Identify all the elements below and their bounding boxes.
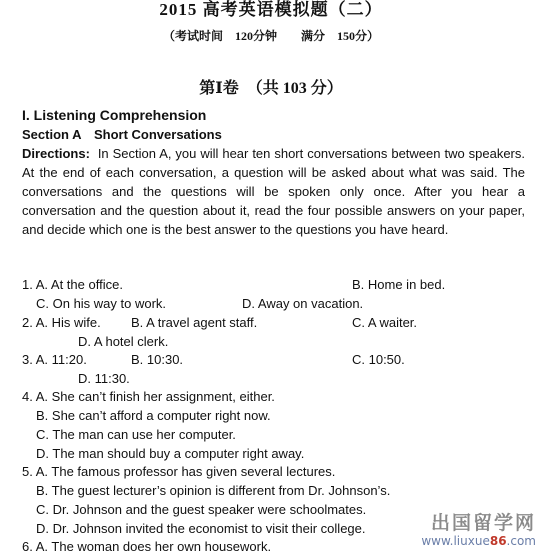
watermark-url-prefix: www.liuxue bbox=[421, 534, 490, 548]
directions-paragraph bbox=[22, 144, 525, 239]
q2-option-d: D. A hotel clerk. bbox=[78, 334, 169, 349]
q4-option-b: B. She can’t afford a computer right now. bbox=[36, 408, 271, 423]
q5-option-a: 5. A. The famous professor has given several lectures. bbox=[22, 464, 336, 479]
directions-label: Directions: bbox=[22, 146, 90, 161]
watermark-url-suffix: .com bbox=[506, 534, 536, 548]
q1-option-c: C. On his way to work. bbox=[36, 296, 167, 311]
watermark-url-number: 86 bbox=[489, 534, 507, 548]
q3-option-b: B. 10:30. bbox=[131, 352, 184, 367]
q3-option-c: C. 10:50. bbox=[352, 352, 405, 367]
q5-option-c: C. Dr. Johnson and the guest speaker were schoolmates. bbox=[36, 502, 367, 517]
exam-title: 2015 高考英语模拟题（二） bbox=[159, 0, 383, 19]
section-heading: I. Listening Comprehension bbox=[22, 107, 207, 123]
q6-option-a: 6. A. The woman does her own housework. bbox=[22, 539, 272, 554]
section-subheading: Section A Short Conversations bbox=[22, 127, 222, 142]
q1-option-d: D. Away on vacation. bbox=[242, 296, 364, 311]
q1-option-b: B. Home in bed. bbox=[352, 277, 446, 292]
q5-option-d: D. Dr. Johnson invited the economist to visit their college. bbox=[36, 521, 366, 536]
watermark-url bbox=[396, 534, 536, 548]
exam-subtitle: （考试时间 120分钟 满分 150分） bbox=[162, 29, 379, 43]
watermark-brand: 出国留学网 bbox=[430, 512, 536, 534]
q3-option-a: 3. A. 11:20. bbox=[22, 352, 87, 367]
site-watermark bbox=[396, 512, 536, 552]
q5-option-b: B. The guest lecturer’s opinion is different from Dr. Johnson’s. bbox=[36, 483, 391, 498]
q1-option-a: 1. A. At the office. bbox=[22, 277, 123, 292]
q4-option-c: C. The man can use her computer. bbox=[36, 427, 236, 442]
q4-option-d: D. The man should buy a computer right away. bbox=[36, 446, 305, 461]
volume-heading: 第Ⅰ卷 （共 103 分） bbox=[199, 80, 343, 97]
q3-option-d: D. 11:30. bbox=[78, 371, 130, 386]
q4-option-a: 4. A. She can’t finish her assignment, either. bbox=[22, 389, 275, 404]
q2-option-a: 2. A. His wife. bbox=[22, 315, 101, 330]
directions-text: In Section A, you will hear ten short conversations between two speakers. At the end of each conversation, a question will be asked about what was said. The conversations and the questions will be spoken only once. After you hear a conversation and the question about it, read the four possible answers on your paper, and decide which one is the best answer to the questions you have heard. bbox=[22, 146, 525, 237]
q2-option-b: B. A travel agent staff. bbox=[131, 315, 258, 330]
q2-option-c: C. A waiter. bbox=[352, 315, 418, 330]
